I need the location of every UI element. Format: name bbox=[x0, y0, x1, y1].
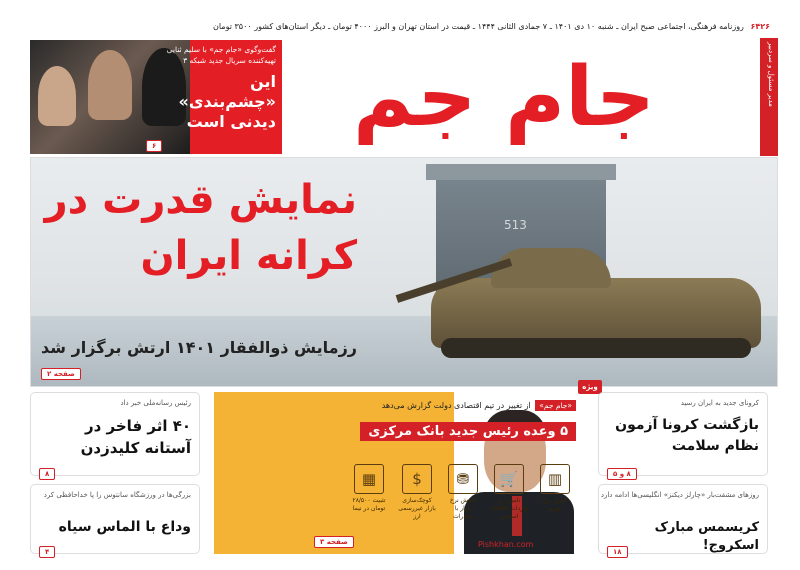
story-page-ref[interactable]: ۸ bbox=[39, 468, 55, 480]
hero-headline: نمایش قدرت در کرانه ایران bbox=[44, 177, 357, 279]
side-strip-label: مدیر مسئول و سردبیر bbox=[767, 42, 775, 107]
hero-page-ref[interactable]: صفحه ۲ bbox=[41, 368, 81, 380]
mid-head: از تغییر در تیم اقتصادی دولت گزارش می‌دهد bbox=[381, 401, 531, 410]
promise-item bbox=[398, 464, 436, 521]
mid-kicker-line bbox=[346, 400, 576, 411]
story-kicker: کرونای جدید به ایران رسید bbox=[680, 399, 759, 407]
promise-label: کوچک‌سازی بازار غیررسمی ارز bbox=[398, 497, 436, 520]
promise-item bbox=[536, 464, 574, 513]
promise-label: کنترل نرخ تورم bbox=[542, 497, 568, 512]
special-badge: ویژه bbox=[578, 380, 602, 394]
person-figure bbox=[38, 66, 76, 126]
story-headline: بازگشت کرونا آزمون نظام سلامت bbox=[615, 417, 759, 454]
story-headline: کریسمس مبارک اسکروج! bbox=[654, 520, 759, 553]
watermark: Pishkhan.com bbox=[478, 540, 534, 549]
issue-info-line bbox=[30, 22, 770, 36]
story-kicker: رئیس رسانه‌ملی خبر داد bbox=[120, 399, 191, 407]
tank-image bbox=[431, 278, 761, 348]
teaser-text bbox=[156, 44, 276, 132]
story-headline: وداع با الماس سیاه bbox=[58, 519, 191, 535]
promise-label: تثبیت ۲۸/۵۰۰ تومان در نیما bbox=[352, 497, 386, 512]
cart-icon: 🛒 bbox=[494, 464, 524, 494]
mid-page-ref[interactable]: صفحه ۳ bbox=[314, 536, 354, 548]
newspaper-logo: جام جم bbox=[353, 50, 655, 145]
story-box-left-2[interactable] bbox=[30, 484, 200, 554]
story-box-right-2[interactable] bbox=[598, 484, 768, 554]
issue-number: ۶۴۲۶ bbox=[750, 22, 770, 31]
mid-kicker: «جام جم» bbox=[535, 400, 576, 411]
central-bank-story[interactable] bbox=[214, 392, 584, 554]
promise-item bbox=[350, 464, 388, 513]
teaser-kicker: گفت‌وگوی «جام جم» با سلیم ثنایی تهیه‌کننده سریال جدید شبکه ۳ bbox=[166, 45, 276, 65]
money-bag-icon: $ bbox=[402, 464, 432, 494]
promise-icons bbox=[349, 464, 574, 524]
top-teaser[interactable] bbox=[30, 40, 282, 154]
ship-number: 513 bbox=[504, 218, 527, 232]
story-page-ref[interactable]: ۴ bbox=[39, 546, 55, 558]
story-page-ref[interactable]: ۱۸ bbox=[607, 546, 628, 558]
tank-tread bbox=[441, 338, 751, 358]
promise-item bbox=[444, 464, 482, 521]
promise-label: تامین ارز واردات کالاهای اساسی bbox=[490, 497, 528, 520]
story-box-left-1[interactable] bbox=[30, 392, 200, 476]
chart-icon: ▥ bbox=[540, 464, 570, 494]
story-box-right-1[interactable] bbox=[598, 392, 768, 476]
teaser-page-ref[interactable]: ۶ bbox=[146, 140, 162, 152]
person-figure bbox=[88, 50, 132, 120]
mid-headline: ۵ وعده رئیس جدید بانک مرکزی bbox=[360, 422, 576, 441]
teaser-headline: این «چشم‌بندی» دیدنی است bbox=[178, 72, 276, 131]
promise-label: کاهش نرخ بازار با صادرات bbox=[449, 497, 477, 520]
tank-turret bbox=[491, 248, 611, 288]
promise-item bbox=[490, 464, 528, 521]
story-page-ref[interactable]: ۸ و ۵ bbox=[607, 468, 637, 480]
dateline: روزنامه فرهنگی، اجتماعی صبح ایران ـ شنبه ۱۰ دی ۱۴۰۱ ـ ۷ جمادی الثانی ۱۴۴۴ ـ قیمت در استان تهران و البرز ۴۰۰۰ تومان ـ دیگر استان‌های کشور ۳۵۰۰ تومان bbox=[212, 22, 744, 31]
hero-subheadline: رزمایش ذوالفقار ۱۴۰۱ ارتش برگزار شد bbox=[41, 338, 357, 357]
hero-story[interactable] bbox=[30, 157, 778, 387]
abacus-icon: ▦ bbox=[354, 464, 384, 494]
masthead bbox=[234, 40, 758, 154]
ship-deck bbox=[426, 164, 616, 180]
side-strip bbox=[760, 38, 778, 156]
story-kicker: روزهای مشقت‌بار «چارلز دیکنز» انگلیسی‌ها ادامه دارد bbox=[600, 491, 759, 499]
story-kicker: بزرگی‌ها در ورزشگاه سانتوس را پا خداحافظی کرد bbox=[43, 491, 191, 499]
story-headline: ۴۰ اثر فاخر در آستانه کلیدزدن bbox=[80, 417, 191, 457]
coins-icon: ⛃ bbox=[448, 464, 478, 494]
